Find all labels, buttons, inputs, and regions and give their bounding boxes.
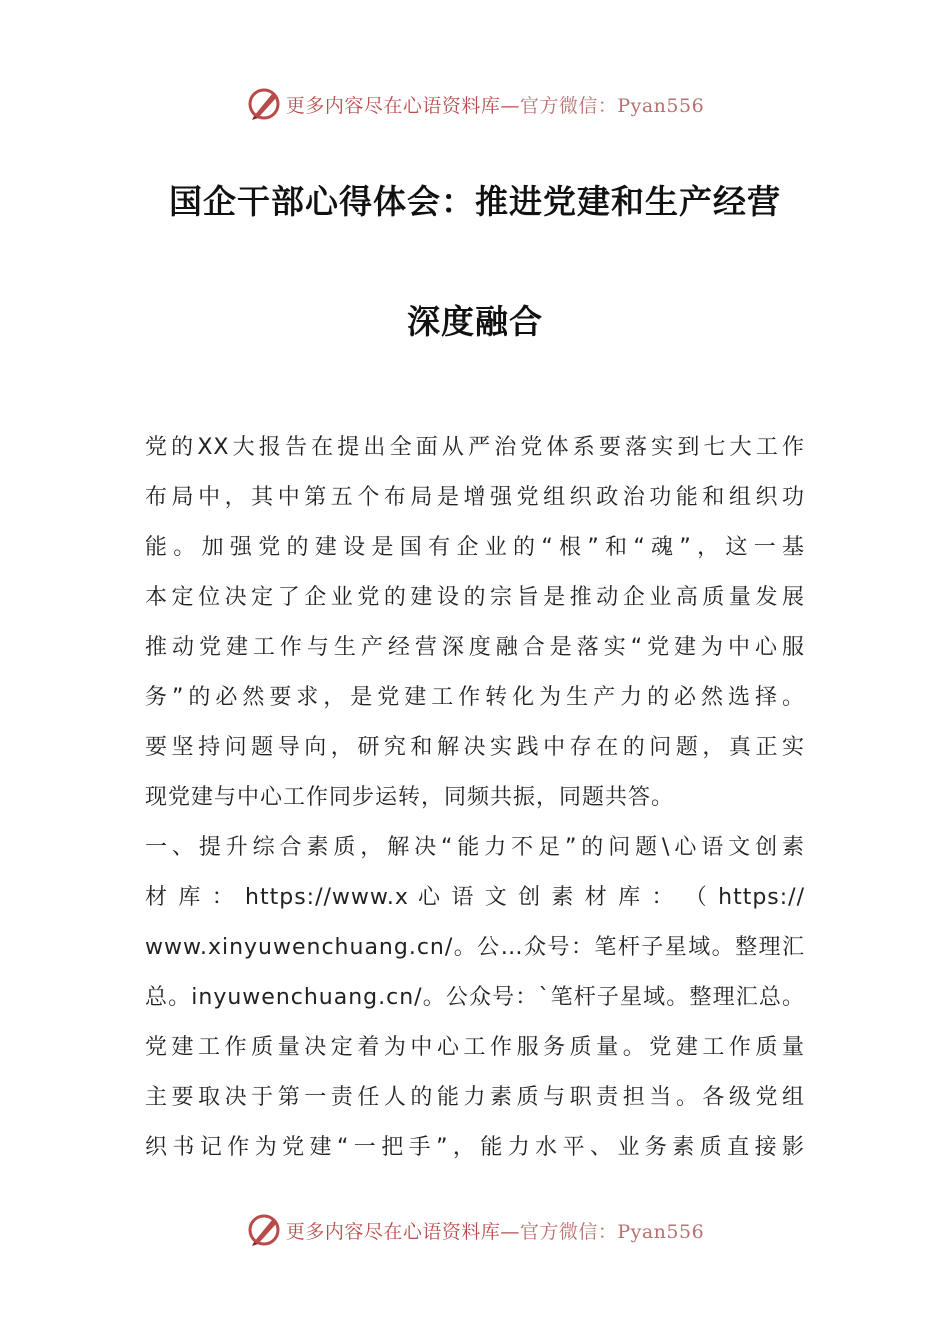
- body-line-10: 材 库 ： https://www.x 心 语 文 创 素 材 库 ： （ https://: [145, 885, 805, 910]
- footer-watermark: [0, 1208, 950, 1252]
- body-line-7: 要坚持问题导向，研究和解决实践中存在的问题，真正实: [145, 735, 805, 760]
- body-line-13: 党建工作质量决定着为中心工作服务质量。党建工作质量: [145, 1035, 805, 1060]
- header-watermark: [0, 82, 950, 126]
- document-body: [145, 423, 805, 1173]
- body-line-12: 总。inyuwenchuang.cn/。公众号：`笔杆子星域。整理汇总。: [145, 985, 805, 1010]
- document-title-line-1: 国企干部心得体会：推进党建和生产经营: [169, 182, 781, 221]
- pen-circle-icon: [246, 1212, 282, 1248]
- body-line-9: 一、提升综合素质，解决“能力不足”的问题\心语文创素: [145, 835, 805, 860]
- body-line-15: 织书记作为党建“一把手”，能力水平、业务素质直接影: [145, 1135, 805, 1160]
- document-title-line-2: 深度融合: [407, 302, 543, 341]
- body-line-4: 本定位决定了企业党的建设的宗旨是推动企业高质量发展: [145, 585, 805, 610]
- watermark-contact: 官方微信：Pyan556: [519, 94, 705, 117]
- watermark-contact: 官方微信：Pyan556: [519, 1220, 705, 1243]
- pen-circle-icon: [246, 86, 282, 122]
- body-line-5: 推动党建工作与生产经营深度融合是落实“党建为中心服: [145, 635, 805, 660]
- body-line-6: 务”的必然要求，是党建工作转化为生产力的必然选择。: [145, 685, 805, 710]
- body-line-8: 现党建与中心工作同步运转，同频共振，同题共答。: [145, 785, 675, 810]
- body-line-14: 主要取决于第一责任人的能力素质与职责担当。各级党组: [145, 1085, 805, 1110]
- body-line-1: 党的XX大报告在提出全面从严治党体系要落实到七大工作: [145, 435, 805, 460]
- watermark-brand: 更多内容尽在心语资料库—: [285, 1220, 520, 1243]
- body-line-11: www.xinyuwenchuang.cn/。公…众号：笔杆子星域。整理汇: [145, 935, 805, 960]
- watermark-text: [286, 91, 704, 118]
- watermark-text: [286, 1217, 704, 1244]
- body-line-3: 能。加强党的建设是国有企业的“根”和“魂”，这一基: [145, 535, 805, 560]
- watermark-brand: 更多内容尽在心语资料库—: [285, 94, 520, 117]
- body-line-2: 布局中，其中第五个布局是增强党组织政治功能和组织功: [145, 485, 805, 510]
